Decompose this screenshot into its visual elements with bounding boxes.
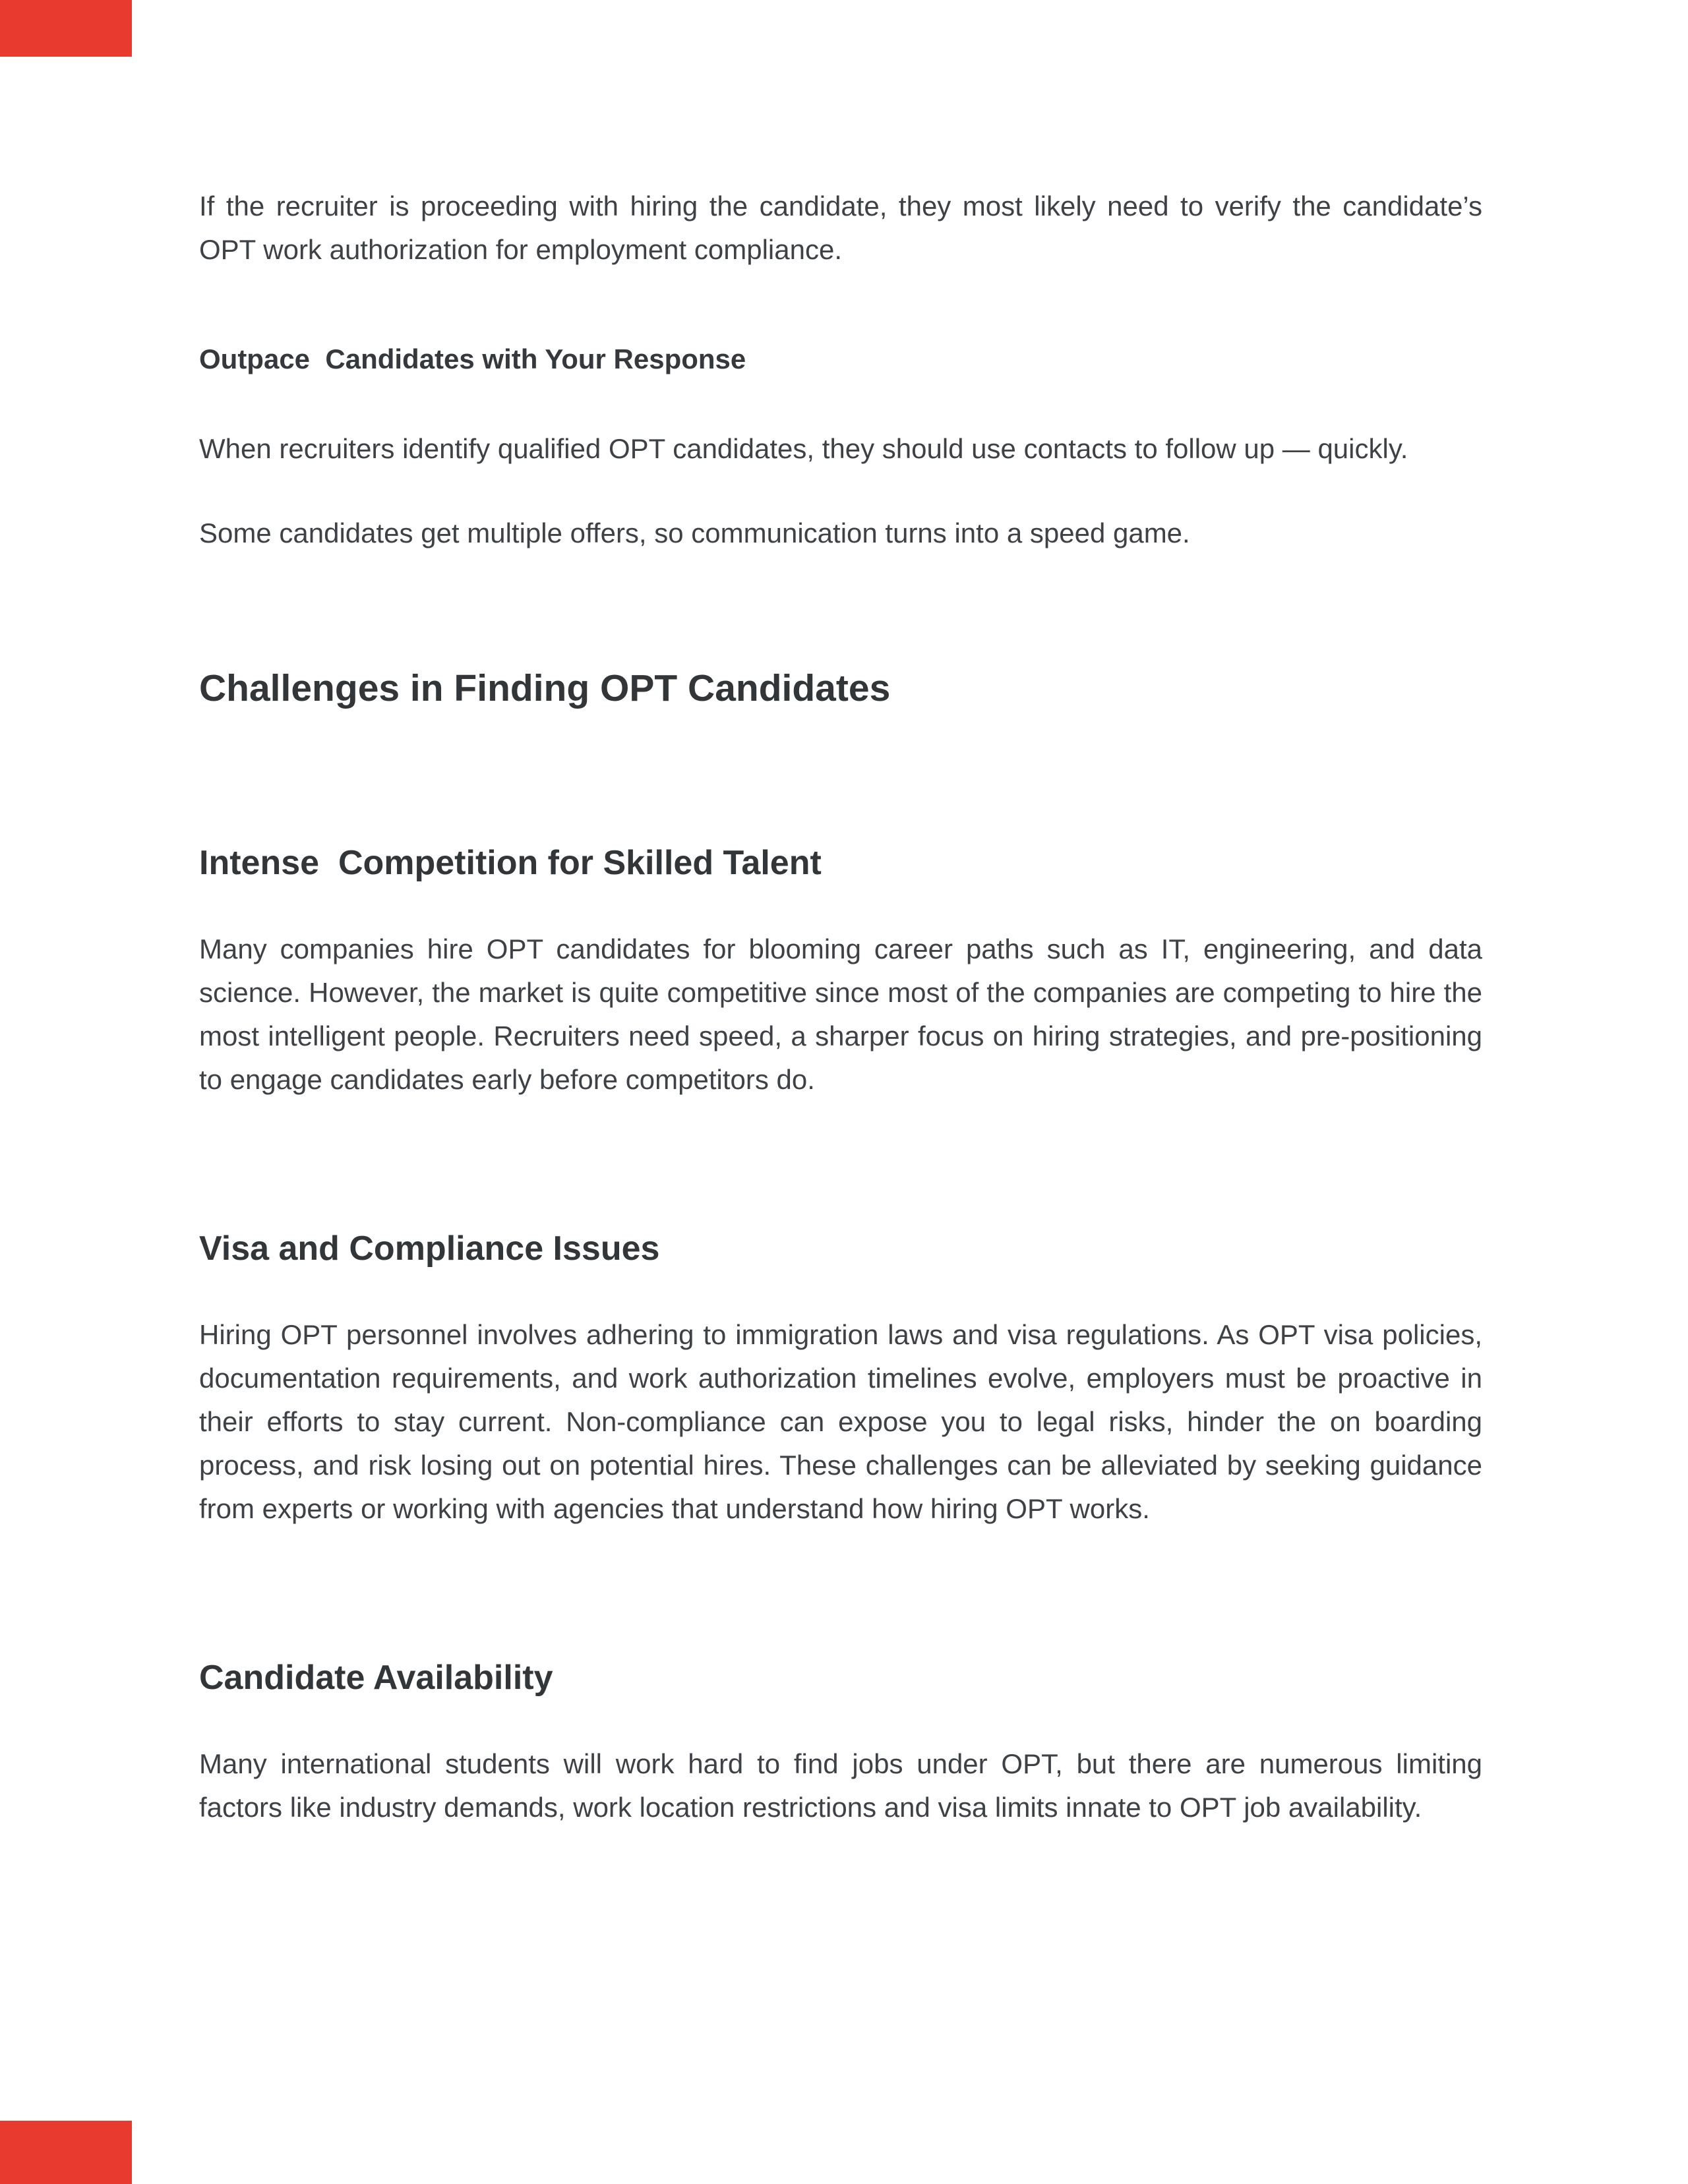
paragraph-speed-game: Some candidates get multiple offers, so communication turns into a speed game. [199, 517, 1190, 548]
red-banner-fragment-top [0, 0, 132, 57]
heading-outpace-candidates: Outpace Candidates with Your Response [199, 343, 746, 374]
document-content [199, 185, 1482, 1870]
heading-candidate-availability: Candidate Availability [199, 1659, 553, 1697]
paragraph-visa-compliance-detail: Hiring OPT personnel involves adhering to immigration laws and visa regulations. As OPT visa policies, documentation requirements, and work authorization timelines evolve, employers must be proactive in their efforts to stay current. Non-compliance can expose you to legal risks, hinder the on boarding process, and risk losing out on potential hires. These challenges can be alleviated by seeking guidance from experts or working with agencies that understand how hiring OPT works. [199, 1319, 1482, 1524]
heading-visa-compliance: Visa and Compliance Issues [199, 1229, 660, 1268]
heading-intense-competition: Intense Competition for Skilled Talent [199, 844, 822, 882]
paragraph-competition-detail: Many companies hire OPT candidates for blooming career paths such as IT, engineering, and data science. However, the market is quite competitive since most of the companies are competing to hire the most intelligent people. Recruiters need speed, a sharper focus on hiring strategies, and pre-positioning to engage candidates early before competitors do. [199, 933, 1482, 1095]
paragraph-availability-detail: Many international students will work hard to find jobs under OPT, but there are numerous limiting factors like industry demands, work location restrictions and visa limits innate to OPT job availability. [199, 1748, 1482, 1823]
heading-challenges-section: Challenges in Finding OPT Candidates [199, 667, 891, 709]
paragraph-verify-authorization: If the recruiter is proceeding with hiring the candidate, they most likely need to verify the candidate’s OPT work authorization for employment compliance. [199, 191, 1482, 265]
red-banner-fragment-bottom [0, 2121, 132, 2184]
paragraph-follow-up-quickly: When recruiters identify qualified OPT candidates, they should use contacts to follow up — quickly. [199, 433, 1408, 464]
